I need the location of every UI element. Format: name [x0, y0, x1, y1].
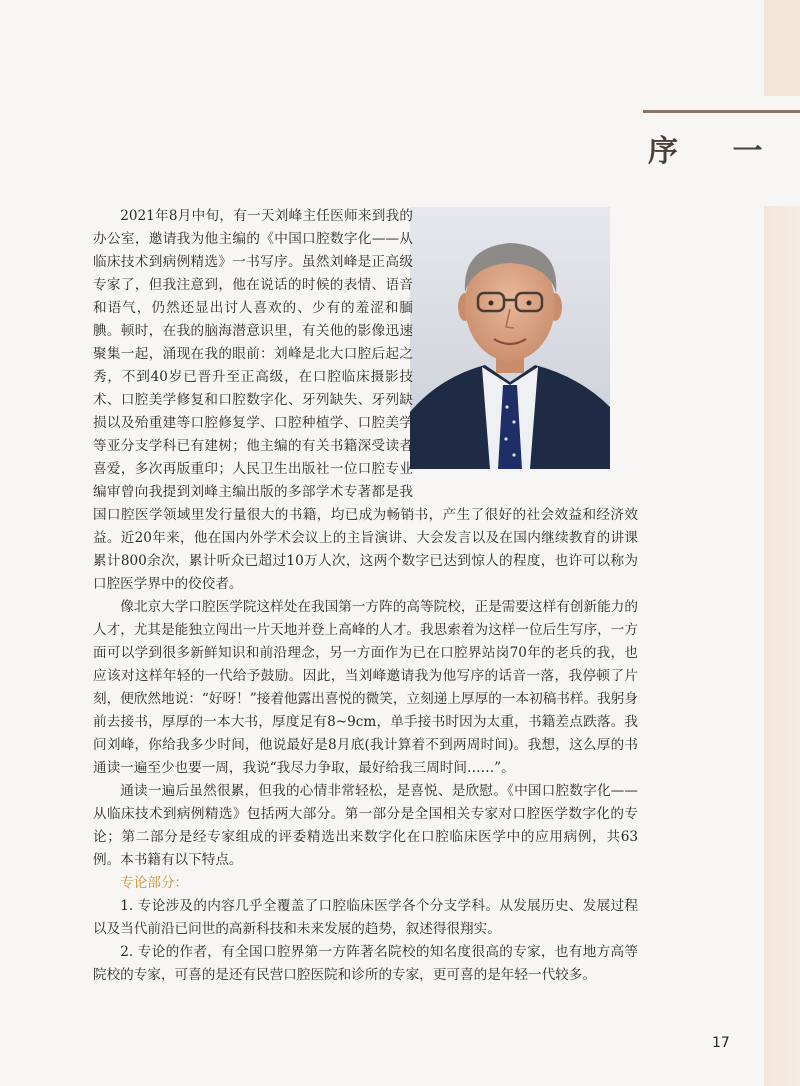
body-text	[93, 205, 638, 987]
subheading: 专论部分：	[120, 875, 189, 891]
list-item: 1. 专论涉及的内容几乎全覆盖了口腔临床医学各个分支学科。从发展历史、发展过程以及当代前沿已问世的高新科技和未来发展的趋势，叙述得很翔实。	[93, 898, 638, 937]
page-edge-tab-top	[764, 0, 800, 96]
header-rule	[643, 110, 800, 113]
photo-spacer	[413, 205, 638, 495]
paragraph: 像北京大学口腔医学院这样处在我国第一方阵的高等院校，正是需要这样有创新能力的人才，尤其是能独立闯出一片天地并登上高峰的人才。我思索着为这样一位后生写序，一方面可以学到很多新鲜知识和前沿理念，另一方面作为已在口腔界站岗70年的老兵的我，也应该对这样年轻的一代给予鼓励。因此，当刘峰邀请我为他写序的话音一落，我停顿了片刻，便欣然地说：“好呀！”接着他露出喜悦的微笑，立刻递上厚厚的一本初稿书样。我躬身前去接书，厚厚的一本大书，厚度足有8~9cm，单手接书时因为太重，书籍差点跌落。我问刘峰，你给我多少时间，他说最好是8月底(我计算着不到两周时间)。我想，这么厚的书通读一遍至少也要一周，我说“我尽力争取，最好给我三周时间……”。	[93, 599, 638, 776]
paragraph: 通读一遍后虽然很累，但我的心情非常轻松，是喜悦、是欣慰。《中国口腔数字化——从临床技术到病例精选》包括两大部分。第一部分是全国相关专家对口腔医学数字化的专论；第二部分是经专家组成的评委精选出来数字化在口腔临床医学中的应用病例，共63例。本书籍有以下特点。	[93, 783, 638, 868]
paragraph: 2021年8月中旬，有一天刘峰主任医师来到我的办公室，邀请我为他主编的《中国口腔数字化——从临床技术到病例精选》一书写序。虽然刘峰是正高级专家了，但我注意到，他在说话的时候的表情、语音和语气，仍然还显出讨人喜欢的、少有的羞涩和腼腆。顿时，在我的脑海潜意识里，有关他的影像迅速聚集一起，涌现在我的眼前：刘峰是北大口腔后起之秀，不到40岁已晋升至正高级，在口腔临床摄影技术、口腔美学修复和口腔数字化、牙列缺失、牙列缺损以及殆重建等口腔修复学、口腔种植学、口腔美学等亚分支学科已有建树；他主编的有关书籍深受读者喜爱，多次再版重印；人民卫生出版社一位口腔专业编审曾向我提到刘峰主编出版的多部学术专著都是我国口腔医学领域里发行量很大的书籍，均已成为畅销书，产生了很好的社会效益和经济效益。近20年来，他在国内外学术会议上的主旨演讲、大会发言以及在国内继续教育的讲课累计800余次，累计听众已超过10万人次，这两个数字已达到惊人的程度，也许可以称为口腔医学界中的佼佼者。	[93, 208, 638, 592]
page-edge-tab-side	[764, 206, 800, 1086]
section-title: 序 一	[648, 134, 785, 169]
page-number: 17	[712, 1035, 730, 1051]
list-item: 2. 专论的作者，有全国口腔界第一方阵著名院校的知名度很高的专家，也有地方高等院校的专家，可喜的是还有民营口腔医院和诊所的专家，更可喜的是年轻一代较多。	[93, 944, 638, 983]
